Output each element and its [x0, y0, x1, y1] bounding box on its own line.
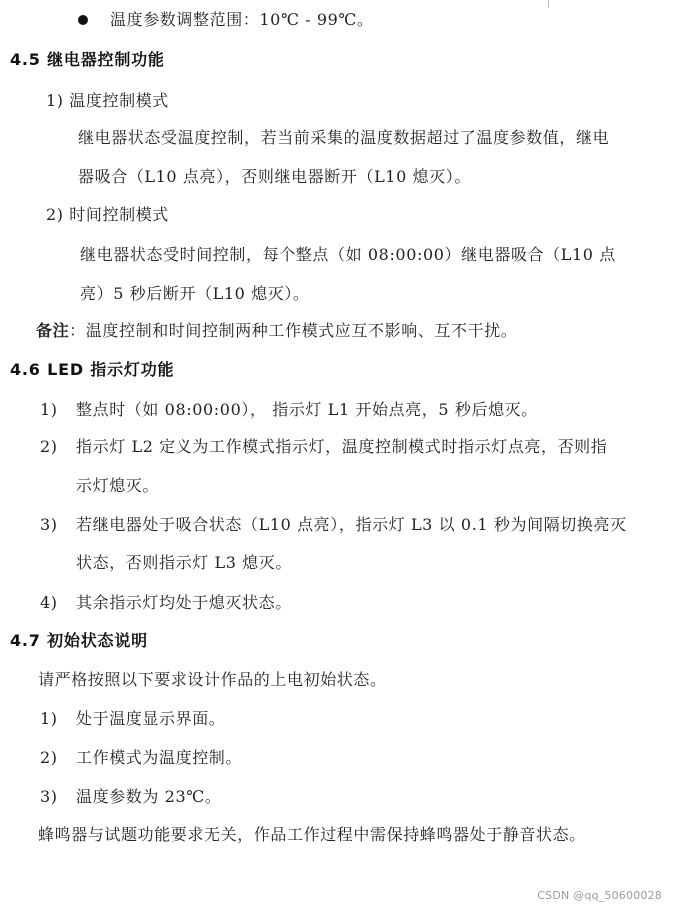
led-item-3-number: 3) — [40, 515, 58, 534]
led-item-1-number: 1) — [40, 400, 58, 419]
led-item-3-line-2: 状态，否则指示灯 L3 熄灭。 — [76, 553, 292, 572]
csdn-watermark: CSDN @qq_50600028 — [537, 889, 662, 902]
initial-item-3-text: 温度参数为 23℃。 — [76, 787, 222, 806]
section-4-7-heading: 4.7 初始状态说明 — [10, 631, 148, 650]
note-line — [36, 321, 517, 341]
item-time-control-mode: 2) 时间控制模式 — [46, 205, 169, 224]
led-item-4-number: 4) — [40, 593, 58, 612]
buzzer-note: 蜂鸣器与试题功能要求无关，作品工作过程中需保持蜂鸣器处于静音状态。 — [38, 825, 586, 844]
led-item-2-line-2: 示灯熄灭。 — [76, 476, 160, 495]
item-temperature-control-mode: 1) 温度控制模式 — [46, 91, 169, 110]
time-mode-line-1: 继电器状态受时间控制，每个整点（如 08:00:00）继电器吸合（L10 点 — [80, 245, 616, 264]
bullet-text: 温度参数调整范围：10℃ - 99℃。 — [110, 10, 374, 29]
temperature-mode-line-1: 继电器状态受温度控制，若当前采集的温度数据超过了温度参数值，继电 — [78, 128, 610, 147]
page-edge-rule — [548, 0, 549, 8]
initial-item-1-text: 处于温度显示界面。 — [76, 709, 226, 728]
led-item-1-text: 整点时（如 08:00:00）， 指示灯 L1 开始点亮，5 秒后熄灭。 — [76, 400, 538, 419]
initial-item-2-number: 2) — [40, 748, 58, 767]
initial-item-2-text: 工作模式为温度控制。 — [76, 748, 243, 767]
initial-state-intro: 请严格按照以下要求设计作品的上电初始状态。 — [38, 670, 387, 689]
bullet-dot-icon — [78, 15, 88, 25]
time-mode-line-2: 亮）5 秒后断开（L10 熄灭）。 — [80, 284, 310, 303]
note-label: 备注 — [36, 321, 70, 340]
note-text: ：温度控制和时间控制两种工作模式应互不影响、互不干扰。 — [69, 321, 518, 340]
temperature-mode-line-2: 器吸合（L10 点亮），否则继电器断开（L10 熄灭）。 — [78, 167, 471, 186]
led-item-3-line-1: 若继电器处于吸合状态（L10 点亮），指示灯 L3 以 0.1 秒为间隔切换亮灭 — [76, 515, 627, 534]
led-item-4-text: 其余指示灯均处于熄灭状态。 — [76, 593, 292, 612]
led-item-2-line-1: 指示灯 L2 定义为工作模式指示灯，温度控制模式时指示灯点亮，否则指 — [76, 437, 608, 456]
initial-item-1-number: 1) — [40, 709, 58, 728]
initial-item-3-number: 3) — [40, 787, 58, 806]
section-4-5-heading: 4.5 继电器控制功能 — [10, 50, 165, 69]
section-4-6-heading: 4.6 LED 指示灯功能 — [10, 360, 175, 379]
led-item-2-number: 2) — [40, 437, 58, 456]
